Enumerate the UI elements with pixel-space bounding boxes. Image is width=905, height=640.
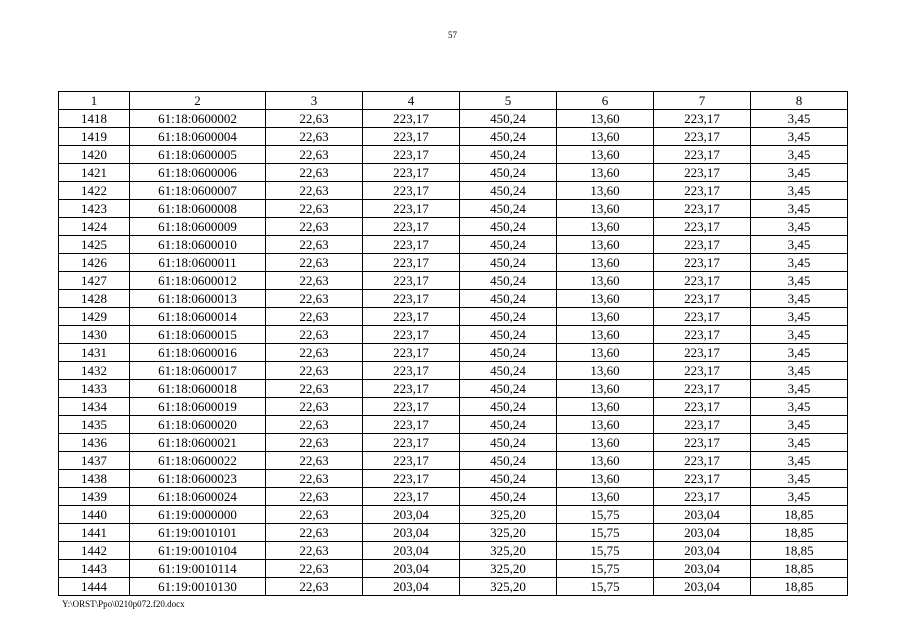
table-cell: 22,63 — [266, 326, 363, 344]
table-cell: 450,24 — [460, 182, 557, 200]
table-cell: 223,17 — [363, 362, 460, 380]
table-cell: 3,45 — [751, 128, 848, 146]
table-cell: 22,63 — [266, 200, 363, 218]
table-cell: 18,85 — [751, 506, 848, 524]
table-cell: 3,45 — [751, 200, 848, 218]
table-cell: 223,17 — [654, 308, 751, 326]
table-cell: 13,60 — [557, 236, 654, 254]
table-cell: 22,63 — [266, 398, 363, 416]
table-cell: 13,60 — [557, 398, 654, 416]
table-cell: 223,17 — [363, 254, 460, 272]
table-cell: 61:18:0600005 — [130, 146, 266, 164]
table-cell: 3,45 — [751, 416, 848, 434]
table-cell: 61:18:0600016 — [130, 344, 266, 362]
table-cell: 1433 — [59, 380, 130, 398]
table-cell: 13,60 — [557, 380, 654, 398]
table-row — [59, 470, 848, 488]
table-cell: 3,45 — [751, 434, 848, 452]
table-cell: 13,60 — [557, 218, 654, 236]
table-cell: 450,24 — [460, 236, 557, 254]
table-cell: 15,75 — [557, 560, 654, 578]
table-cell: 450,24 — [460, 272, 557, 290]
table-cell: 61:18:0600017 — [130, 362, 266, 380]
table-cell: 223,17 — [363, 398, 460, 416]
table-cell: 13,60 — [557, 326, 654, 344]
table-cell: 223,17 — [363, 380, 460, 398]
table-cell: 61:18:0600024 — [130, 488, 266, 506]
table-row — [59, 380, 848, 398]
table-cell: 1432 — [59, 362, 130, 380]
table-cell: 223,17 — [363, 434, 460, 452]
table-cell: 13,60 — [557, 416, 654, 434]
table-cell: 61:18:0600011 — [130, 254, 266, 272]
table-cell: 450,24 — [460, 488, 557, 506]
table-cell: 3,45 — [751, 380, 848, 398]
column-header: 1 — [59, 92, 130, 110]
table-cell: 1444 — [59, 578, 130, 596]
table-cell: 223,17 — [654, 164, 751, 182]
table-cell: 61:18:0600021 — [130, 434, 266, 452]
table-cell: 22,63 — [266, 110, 363, 128]
table-cell: 450,24 — [460, 128, 557, 146]
table-cell: 13,60 — [557, 110, 654, 128]
table-cell: 450,24 — [460, 470, 557, 488]
table-cell: 61:18:0600022 — [130, 452, 266, 470]
table-cell: 203,04 — [654, 542, 751, 560]
table-row — [59, 254, 848, 272]
table-cell: 22,63 — [266, 308, 363, 326]
table-cell: 61:18:0600002 — [130, 110, 266, 128]
table-cell: 22,63 — [266, 488, 363, 506]
table-cell: 61:18:0600009 — [130, 218, 266, 236]
table-cell: 450,24 — [460, 218, 557, 236]
data-table — [58, 91, 848, 596]
table-cell: 325,20 — [460, 506, 557, 524]
table-row — [59, 146, 848, 164]
table-cell: 223,17 — [363, 290, 460, 308]
table-cell: 22,63 — [266, 272, 363, 290]
table-cell: 450,24 — [460, 110, 557, 128]
table-cell: 13,60 — [557, 128, 654, 146]
table-cell: 13,60 — [557, 308, 654, 326]
table-cell: 223,17 — [654, 254, 751, 272]
footer-file-path: Y:\ORST\Ppo\0210p072.f20.docx — [62, 599, 185, 609]
table-row — [59, 452, 848, 470]
table-cell: 450,24 — [460, 146, 557, 164]
table-cell: 223,17 — [363, 452, 460, 470]
table-cell: 3,45 — [751, 452, 848, 470]
table-cell: 61:18:0600014 — [130, 308, 266, 326]
table-row — [59, 326, 848, 344]
table-cell: 3,45 — [751, 272, 848, 290]
table-cell: 22,63 — [266, 254, 363, 272]
table-cell: 61:18:0600023 — [130, 470, 266, 488]
table-cell: 22,63 — [266, 560, 363, 578]
table-row — [59, 344, 848, 362]
table-cell: 1443 — [59, 560, 130, 578]
table-cell: 1424 — [59, 218, 130, 236]
table-cell: 61:18:0600015 — [130, 326, 266, 344]
table-cell: 450,24 — [460, 434, 557, 452]
table-cell: 18,85 — [751, 578, 848, 596]
table-row — [59, 200, 848, 218]
table-cell: 450,24 — [460, 416, 557, 434]
table-cell: 61:19:0000000 — [130, 506, 266, 524]
table-cell: 3,45 — [751, 362, 848, 380]
table-cell: 13,60 — [557, 146, 654, 164]
table-cell: 223,17 — [654, 488, 751, 506]
table-row — [59, 434, 848, 452]
table-row — [59, 488, 848, 506]
table-cell: 61:18:0600019 — [130, 398, 266, 416]
table-cell: 61:18:0600007 — [130, 182, 266, 200]
table-row — [59, 398, 848, 416]
table-cell: 61:19:0010104 — [130, 542, 266, 560]
table-cell: 13,60 — [557, 488, 654, 506]
table-row — [59, 542, 848, 560]
table-cell: 1440 — [59, 506, 130, 524]
table-cell: 22,63 — [266, 236, 363, 254]
table-cell: 450,24 — [460, 290, 557, 308]
table-cell: 223,17 — [654, 380, 751, 398]
table-cell: 61:18:0600004 — [130, 128, 266, 146]
table-row — [59, 416, 848, 434]
table-cell: 22,63 — [266, 380, 363, 398]
table-cell: 450,24 — [460, 380, 557, 398]
table-cell: 22,63 — [266, 218, 363, 236]
table-row — [59, 182, 848, 200]
table-cell: 223,17 — [363, 200, 460, 218]
table-cell: 13,60 — [557, 272, 654, 290]
table-cell: 22,63 — [266, 434, 363, 452]
table-cell: 1436 — [59, 434, 130, 452]
table-row — [59, 272, 848, 290]
table-cell: 22,63 — [266, 578, 363, 596]
column-header: 2 — [130, 92, 266, 110]
table-cell: 61:19:0010101 — [130, 524, 266, 542]
table-cell: 22,63 — [266, 290, 363, 308]
table-cell: 223,17 — [363, 272, 460, 290]
table-row — [59, 362, 848, 380]
table-cell: 15,75 — [557, 578, 654, 596]
table-cell: 203,04 — [363, 524, 460, 542]
table-cell: 203,04 — [654, 578, 751, 596]
table-cell: 203,04 — [654, 506, 751, 524]
table-row — [59, 524, 848, 542]
table-row — [59, 236, 848, 254]
table-cell: 223,17 — [363, 182, 460, 200]
column-header: 4 — [363, 92, 460, 110]
table-cell: 3,45 — [751, 110, 848, 128]
table-cell: 3,45 — [751, 164, 848, 182]
table-cell: 1423 — [59, 200, 130, 218]
table-cell: 223,17 — [363, 308, 460, 326]
table-cell: 3,45 — [751, 398, 848, 416]
table-cell: 223,17 — [654, 236, 751, 254]
table-cell: 223,17 — [654, 128, 751, 146]
table-row — [59, 578, 848, 596]
table-row — [59, 308, 848, 326]
table-cell: 3,45 — [751, 146, 848, 164]
table-cell: 61:18:0600012 — [130, 272, 266, 290]
table-cell: 1426 — [59, 254, 130, 272]
table-cell: 3,45 — [751, 344, 848, 362]
table-cell: 22,63 — [266, 416, 363, 434]
page-number: 57 — [448, 30, 457, 40]
table-cell: 13,60 — [557, 344, 654, 362]
table-cell: 450,24 — [460, 398, 557, 416]
table-cell: 450,24 — [460, 200, 557, 218]
table-cell: 450,24 — [460, 326, 557, 344]
table-cell: 13,60 — [557, 434, 654, 452]
table-cell: 223,17 — [654, 434, 751, 452]
table-cell: 22,63 — [266, 452, 363, 470]
table-cell: 223,17 — [654, 290, 751, 308]
table-cell: 13,60 — [557, 470, 654, 488]
column-header: 6 — [557, 92, 654, 110]
column-header: 5 — [460, 92, 557, 110]
table-cell: 13,60 — [557, 452, 654, 470]
table-cell: 22,63 — [266, 362, 363, 380]
table-cell: 223,17 — [363, 164, 460, 182]
table-row — [59, 128, 848, 146]
table-row — [59, 218, 848, 236]
table-cell: 450,24 — [460, 308, 557, 326]
table-cell: 223,17 — [654, 470, 751, 488]
table-cell: 18,85 — [751, 560, 848, 578]
table-cell: 223,17 — [654, 218, 751, 236]
table-cell: 223,17 — [363, 110, 460, 128]
table-cell: 1430 — [59, 326, 130, 344]
table-cell: 223,17 — [363, 128, 460, 146]
table-cell: 61:18:0600010 — [130, 236, 266, 254]
table-cell: 15,75 — [557, 542, 654, 560]
table-cell: 1431 — [59, 344, 130, 362]
table-cell: 3,45 — [751, 470, 848, 488]
table-row — [59, 506, 848, 524]
table-cell: 22,63 — [266, 506, 363, 524]
column-header: 3 — [266, 92, 363, 110]
table-cell: 223,17 — [654, 200, 751, 218]
table-cell: 3,45 — [751, 182, 848, 200]
table-cell: 13,60 — [557, 182, 654, 200]
table-cell: 13,60 — [557, 200, 654, 218]
table-cell: 223,17 — [363, 344, 460, 362]
table-cell: 223,17 — [654, 272, 751, 290]
table-cell: 223,17 — [654, 344, 751, 362]
table-cell: 61:18:0600006 — [130, 164, 266, 182]
table-cell: 3,45 — [751, 254, 848, 272]
table-cell: 22,63 — [266, 128, 363, 146]
table-cell: 223,17 — [363, 416, 460, 434]
table-cell: 203,04 — [363, 542, 460, 560]
table-cell: 61:19:0010114 — [130, 560, 266, 578]
table-cell: 15,75 — [557, 506, 654, 524]
table-cell: 1420 — [59, 146, 130, 164]
table-cell: 1429 — [59, 308, 130, 326]
table-cell: 325,20 — [460, 542, 557, 560]
column-header: 7 — [654, 92, 751, 110]
table-cell: 223,17 — [654, 416, 751, 434]
table-cell: 22,63 — [266, 344, 363, 362]
table-body — [59, 110, 848, 596]
table-cell: 1419 — [59, 128, 130, 146]
table-cell: 3,45 — [751, 290, 848, 308]
table-cell: 22,63 — [266, 542, 363, 560]
table-cell: 61:18:0600008 — [130, 200, 266, 218]
table-cell: 450,24 — [460, 344, 557, 362]
table-row — [59, 164, 848, 182]
table-cell: 223,17 — [654, 146, 751, 164]
table-cell: 203,04 — [654, 524, 751, 542]
table-cell: 61:19:0010130 — [130, 578, 266, 596]
table-cell: 13,60 — [557, 290, 654, 308]
table-cell: 22,63 — [266, 470, 363, 488]
table-cell: 223,17 — [363, 470, 460, 488]
table-cell: 223,17 — [363, 488, 460, 506]
table-cell: 1427 — [59, 272, 130, 290]
table-cell: 223,17 — [654, 110, 751, 128]
table-cell: 1421 — [59, 164, 130, 182]
table-cell: 1418 — [59, 110, 130, 128]
table-cell: 223,17 — [654, 398, 751, 416]
table-cell: 3,45 — [751, 326, 848, 344]
table-cell: 450,24 — [460, 164, 557, 182]
table-cell: 223,17 — [363, 326, 460, 344]
table-cell: 325,20 — [460, 578, 557, 596]
table-cell: 1435 — [59, 416, 130, 434]
table-cell: 22,63 — [266, 146, 363, 164]
table-cell: 223,17 — [363, 218, 460, 236]
table-cell: 61:18:0600020 — [130, 416, 266, 434]
table-cell: 325,20 — [460, 524, 557, 542]
table-cell: 61:18:0600018 — [130, 380, 266, 398]
table-cell: 13,60 — [557, 254, 654, 272]
table-cell: 22,63 — [266, 164, 363, 182]
table-cell: 3,45 — [751, 236, 848, 254]
table-cell: 223,17 — [654, 452, 751, 470]
table-cell: 203,04 — [363, 560, 460, 578]
table-cell: 325,20 — [460, 560, 557, 578]
table-cell: 1434 — [59, 398, 130, 416]
table-cell: 1442 — [59, 542, 130, 560]
table-cell: 1439 — [59, 488, 130, 506]
table-cell: 450,24 — [460, 362, 557, 380]
table-cell: 13,60 — [557, 164, 654, 182]
table-cell: 203,04 — [654, 560, 751, 578]
table-cell: 3,45 — [751, 488, 848, 506]
table-cell: 223,17 — [363, 146, 460, 164]
table-cell: 223,17 — [654, 182, 751, 200]
table-cell: 203,04 — [363, 578, 460, 596]
table-cell: 18,85 — [751, 524, 848, 542]
table-cell: 22,63 — [266, 182, 363, 200]
table-cell: 13,60 — [557, 362, 654, 380]
table-cell: 15,75 — [557, 524, 654, 542]
table-cell: 1437 — [59, 452, 130, 470]
table-cell: 3,45 — [751, 308, 848, 326]
table-row — [59, 110, 848, 128]
table-cell: 223,17 — [654, 362, 751, 380]
table-header-row — [59, 92, 848, 110]
table-cell: 450,24 — [460, 254, 557, 272]
table-cell: 450,24 — [460, 452, 557, 470]
table-row — [59, 290, 848, 308]
table-cell: 1428 — [59, 290, 130, 308]
table-cell: 18,85 — [751, 542, 848, 560]
table-cell: 22,63 — [266, 524, 363, 542]
table-cell: 203,04 — [363, 506, 460, 524]
table-cell: 223,17 — [654, 326, 751, 344]
table-cell: 1422 — [59, 182, 130, 200]
table-cell: 1438 — [59, 470, 130, 488]
column-header: 8 — [751, 92, 848, 110]
table-cell: 1425 — [59, 236, 130, 254]
table-cell: 61:18:0600013 — [130, 290, 266, 308]
table-cell: 223,17 — [363, 236, 460, 254]
table-cell: 1441 — [59, 524, 130, 542]
table-row — [59, 560, 848, 578]
table-cell: 3,45 — [751, 218, 848, 236]
